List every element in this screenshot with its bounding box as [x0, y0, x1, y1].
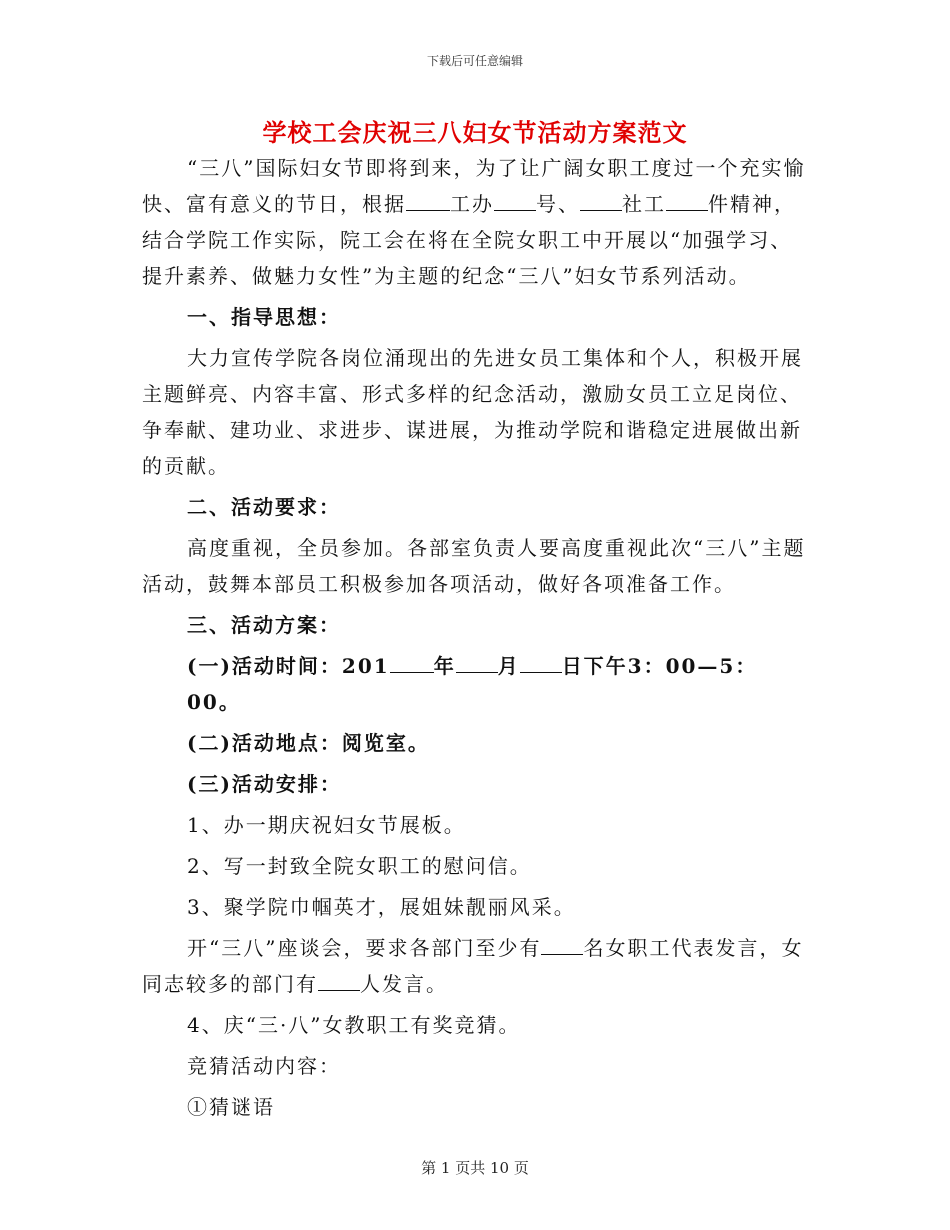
intro-paragraph: “三八”国际妇女节即将到来，为了让广阔女职工度过一个充实愉快、富有意义的节日，根据 工办 号、 社工 件精神，结合学院工作实际，院工会在将在全院女职工中开展以“加强学习、提升素养、做魅力女性”为主题的纪念“三八”妇女节系列活动。	[142, 156, 806, 288]
blank-line	[494, 188, 536, 211]
blank-line	[406, 188, 450, 211]
list-item: 2、写一封致全院女职工的慰问信。	[187, 854, 532, 878]
meeting-paragraph: 开“三八”座谈会，要求各部门至少有 名女职工代表发言，女同志较多的部门有 人发言。	[142, 930, 810, 1002]
document-body	[142, 150, 810, 1130]
section2-heading: 二、活动要求：	[187, 495, 341, 519]
section1-body: 大力宣传学院各岗位涌现出的先进女员工集体和个人，积极开展主题鲜亮、内容丰富、形式多样的纪念活动，激励女员工立足岗位、争奉献、建功业、求进步、谋进展，为推动学院和谐稳定进展做出新的贡献。	[142, 346, 803, 478]
list-item: 4、庆“三·八”女教职工有奖竞猜。	[187, 1013, 521, 1037]
blank-line	[580, 188, 622, 211]
blank-line	[666, 188, 708, 211]
quiz-item: ①猜谜语	[187, 1095, 275, 1119]
section3-heading: 三、活动方案：	[187, 613, 341, 637]
blank-line	[390, 650, 434, 673]
activity-arrangement: (三)活动安排：	[187, 772, 342, 796]
list-item: 1、办一期庆祝妇女节展板。	[187, 813, 466, 837]
blank-line	[520, 650, 562, 673]
document-title: 学校工会庆祝三八妇女节活动方案范文	[262, 118, 688, 147]
activity-place: (二)活动地点：阅览室。	[187, 731, 430, 755]
list-item: 3、聚学院巾帼英才，展姐妹靓丽风采。	[187, 895, 576, 919]
page-footer: 第 1 页共 10 页	[421, 1159, 529, 1177]
activity-time: (一)活动时间：201 年 月 日下午3：00—5：00。	[142, 648, 810, 720]
blank-line	[541, 932, 583, 955]
section2-body: 高度重视，全员参加。各部室负责人要高度重视此次“三八”主题活动，鼓舞本部员工积极参加各项活动，做好各项准备工作。	[142, 536, 806, 596]
blank-line	[318, 968, 360, 991]
section1-heading: 一、指导思想：	[187, 305, 341, 329]
page-header: 下载后可任意编辑	[426, 54, 523, 68]
blank-line	[456, 650, 498, 673]
quiz-content-label: 竞猜活动内容：	[187, 1054, 341, 1078]
